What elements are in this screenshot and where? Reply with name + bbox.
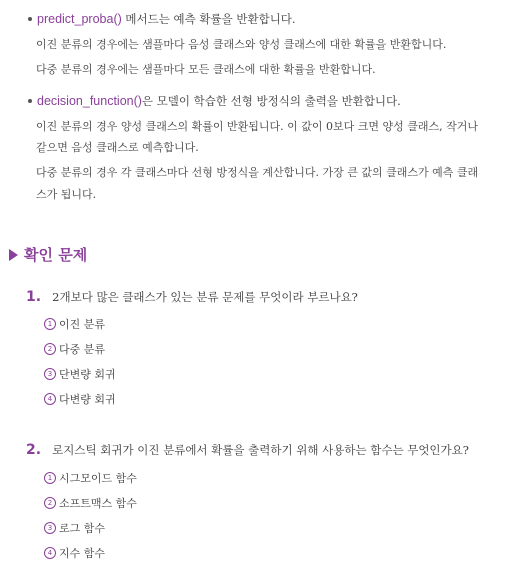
option-label: 시그모이드 함수 — [59, 472, 137, 485]
decision-function-code: decision_function() — [37, 94, 142, 108]
decision-function-line-2: 같으면 음성 클래스로 예측합니다. — [36, 141, 199, 154]
option-label: 단변량 회귀 — [59, 368, 116, 381]
triangle-right-icon — [9, 249, 18, 261]
option-number-icon: 2 — [44, 497, 56, 509]
question-text: 로지스틱 회귀가 이진 분류에서 확률을 출력하기 위해 사용하는 함수는 무엇인가요? — [52, 443, 469, 457]
decision-function-line-4: 스가 됩니다. — [36, 188, 97, 201]
option-1-1[interactable] — [44, 316, 105, 332]
option-number-icon: 2 — [44, 343, 56, 355]
predict-proba-desc: 메서드는 예측 확률을 반환합니다. — [121, 12, 296, 26]
decision-function-line-3: 다중 분류의 경우 각 클래스마다 선형 방정식을 계산합니다. 가장 큰 값의 클래스가 예측 클래 — [36, 166, 479, 179]
quiz-heading-label: 확인 문제 — [24, 246, 88, 264]
option-number-icon: 1 — [44, 472, 56, 484]
question-1 — [26, 286, 358, 305]
option-1-3[interactable] — [44, 366, 116, 382]
option-label: 이진 분류 — [59, 318, 106, 331]
option-number-icon: 4 — [44, 393, 56, 405]
decision-function-desc: 은 모델이 학습한 선형 방정식의 출력을 반환합니다. — [141, 94, 401, 108]
bullet-dot-icon — [28, 17, 32, 21]
option-2-1[interactable] — [44, 470, 137, 486]
option-2-2[interactable] — [44, 495, 137, 511]
option-number-icon: 1 — [44, 318, 56, 330]
option-label: 다중 분류 — [59, 343, 106, 356]
option-number-icon: 3 — [44, 368, 56, 380]
decision-function-line-1: 이진 분류의 경우 양성 클래스의 확률이 반환됩니다. 이 값이 0보다 크면 양성 클래스, 작거나 — [36, 120, 478, 133]
option-1-4[interactable] — [44, 391, 116, 407]
option-label: 소프트맥스 함수 — [59, 497, 137, 510]
question-number: 2. — [26, 442, 42, 458]
option-2-4[interactable] — [44, 545, 105, 561]
predict-proba-bullet — [28, 12, 296, 26]
option-label: 지수 함수 — [59, 547, 106, 560]
option-2-3[interactable] — [44, 520, 105, 536]
option-label: 로그 함수 — [59, 522, 106, 535]
option-number-icon: 3 — [44, 522, 56, 534]
quiz-heading — [9, 244, 87, 265]
question-2 — [26, 439, 469, 458]
option-1-2[interactable] — [44, 341, 105, 357]
bullet-dot-icon — [28, 99, 32, 103]
option-label: 다변량 회귀 — [59, 393, 116, 406]
question-number: 1. — [26, 289, 42, 305]
option-number-icon: 4 — [44, 547, 56, 559]
decision-function-bullet — [28, 94, 401, 108]
predict-proba-line-2: 다중 분류의 경우에는 샘플마다 모든 클래스에 대한 확률을 반환합니다. — [36, 63, 376, 76]
question-text: 2개보다 많은 클래스가 있는 분류 문제를 무엇이라 부르나요? — [52, 290, 358, 304]
predict-proba-line-1: 이진 분류의 경우에는 샘플마다 음성 클래스와 양성 클래스에 대한 확률을 반환합니다. — [36, 38, 447, 51]
predict-proba-code: predict_proba() — [37, 12, 122, 26]
